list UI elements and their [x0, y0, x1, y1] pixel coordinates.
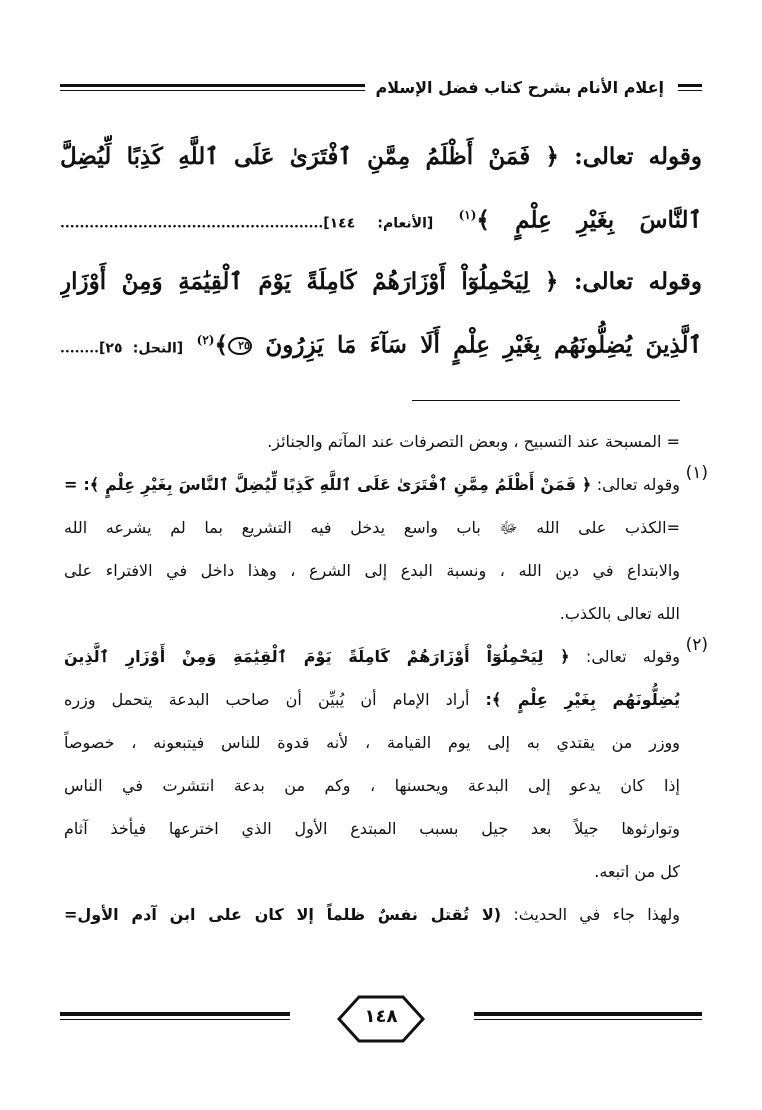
main-text — [60, 128, 702, 377]
footnote-marker: (٢) — [196, 332, 215, 347]
quran-close-bracket: ﴾ — [214, 331, 228, 359]
running-header — [60, 76, 702, 100]
footer-rule-right — [474, 1012, 702, 1020]
intro-text: وقوله تعالى: — [574, 143, 702, 170]
footnote-line: وتوارثوها جيلاً بعد جيل بسبب المبتدع الأول الذي اخترعها فيأخذ آثام — [64, 819, 680, 838]
footnote-line: =الكذب على الله ﷻ باب واسع يدخل فيه التشريع بما لم يشرعه الله — [64, 518, 680, 537]
verse-reference: [الأنعام: ١٤٤] — [323, 215, 434, 232]
quran-verse: ٱلَّذِينَ يُضِلُّونَهُم بِغَيْرِ عِلْمٍ أَلَا سَآءَ مَا يَزِرُونَ — [265, 331, 702, 359]
header-rule-right — [678, 84, 702, 91]
footnote-line: ووزر من يقتدي به إلى يوم القيامة ، لأنه قدوة للناس فيتبعونه ، خصوصاً — [64, 733, 680, 752]
footnote-number: (١) — [685, 463, 708, 483]
footer-rule-left — [60, 1012, 290, 1020]
verse-reference: [النحل: ٢٥] — [99, 340, 184, 357]
footnote-2 — [64, 635, 708, 893]
quran-verse: ﴿ لِيَحْمِلُوٓاْ أَوْزَارَهُمْ كَامِلَةً يَوْمَ ٱلْقِيَٰمَةِ وَمِنْ أَوْزَارِ — [60, 267, 559, 295]
quran-verse: ٱلنَّاسَ بِغَيْرِ عِلْمٍ ﴾ — [476, 206, 702, 234]
footnote-line: إذا كان يدعو إلى البدعة ويحسنها ، وكم من بدعة انتشرت في الناس — [64, 776, 680, 795]
footnote-line — [64, 463, 680, 506]
main-line-2 — [60, 186, 702, 253]
footnote-number: (٢) — [685, 635, 708, 655]
footnote-line: الله تعالى بالكذب. — [559, 604, 680, 623]
quran-verse: ﴿ فَمَنْ أَظْلَمُ مِمَّنِ ٱفْتَرَىٰ عَلَى ٱللَّهِ كَذِبًا لِّيُضِلَّ — [60, 143, 559, 170]
footnote-text: أراد الإمام أن يُبيِّن أن صاحب البدعة يتحمل وزره — [64, 690, 470, 709]
footnote-continuation: = المسبحة عند التسبيح ، وبعض التصرفات عند المآتم والجنائز. — [267, 432, 680, 451]
quran-verse: ﴿ فَمَنْ أَظْلَمُ مِمَّنِ ٱفْتَرَىٰ عَلَى ٱللَّهِ كَذِبًا لِّيُضِلَّ ٱلنَّاسَ بِغَيْرِ عِلْمٍ ﴾: = — [64, 475, 592, 494]
quran-verse: يُضِلُّونَهُم بِغَيْرِ عِلْمٍ ﴾: — [485, 690, 680, 709]
footnote-line: كل من اتبعه. — [594, 862, 680, 881]
verse-end-marker-icon: ٢٥ — [228, 337, 252, 355]
footnote-marker: (١) — [458, 208, 477, 222]
main-line-3 — [60, 253, 702, 311]
intro-text: وقوله تعالى: — [585, 647, 680, 666]
page-number: ١٤٨ — [364, 1006, 398, 1027]
intro-text: وقوله تعالى: — [573, 267, 702, 295]
footnotes — [64, 420, 708, 936]
dot-leader: ...................................................... — [60, 215, 324, 232]
main-line-4 — [60, 311, 702, 378]
footnote-1 — [64, 463, 708, 635]
footnote-line — [64, 635, 680, 678]
footnote-line — [64, 678, 680, 721]
dot-leader: ........ — [60, 340, 99, 357]
hadith-quote: (لا تُقتل نفسٌ ظلماً إلا كان على ابن آدم الأول= — [64, 905, 502, 924]
intro-text: وقوله تعالى: — [596, 475, 680, 494]
header-rule-left — [60, 84, 402, 91]
quran-verse: ﴿ لِيَحْمِلُوٓاْ أَوْزَارَهُمْ كَامِلَةً يَوْمَ ٱلْقِيَٰمَةِ وَمِنْ أَوْزَارِ ٱلَّذِينَ — [64, 647, 570, 666]
footnote-line: والابتداع في دين الله ، ونسبة البدع إلى الشرع ، وهذا داخل في الافتراء على — [64, 561, 680, 580]
footnote-line-last — [64, 893, 680, 936]
main-line-1 — [60, 128, 702, 186]
intro-text: ولهذا جاء في الحديث: — [513, 905, 680, 924]
footnote-separator — [412, 400, 680, 401]
page-number-badge — [333, 994, 429, 1044]
page-footer — [60, 994, 702, 1048]
book-title: إعلام الأنام بشرح كتاب فضل الإسلام — [365, 76, 674, 100]
